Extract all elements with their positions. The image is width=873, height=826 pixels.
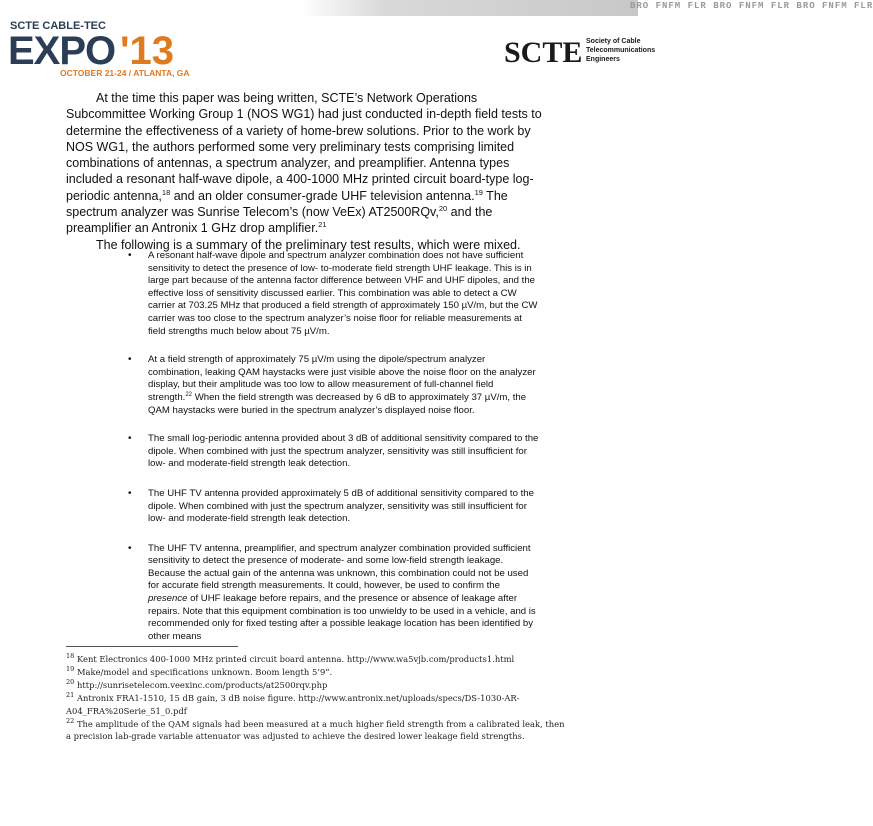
bullet-item <box>120 488 540 526</box>
logo-date-text: OCTOBER 21-24 / ATLANTA, GA <box>60 68 190 78</box>
footnote-number: 18 <box>66 652 75 661</box>
footnote-text: Make/model and specifications unknown. Boom length 5’9”. <box>76 666 333 677</box>
bullet-dot-icon: • <box>128 354 132 366</box>
bullet-dot-icon: • <box>128 433 132 445</box>
logo-org-text: SCTE CABLE-TEC <box>10 20 106 32</box>
bullet-item <box>120 354 540 417</box>
footnote-number: 22 <box>66 716 75 725</box>
logo-expo-text: EXPO <box>8 29 116 73</box>
bullet-dot-icon: • <box>128 250 132 261</box>
footnote-text: The amplitude of the QAM signals had been measured at a much higher field strength from a calibrated leak, then a precision lab-grade variable attenuator was adjusted to achieve the desired lower leakage field strengths. <box>66 718 565 742</box>
bullet-text: The small log-periodic antenna provided about 3 dB of additional sensitivity compared to the dipole. When combined with just the spectrum analyzer, sensitivity was still insufficient for low- and moderate-field strength leak detection. <box>148 433 539 470</box>
body-text <box>66 90 558 253</box>
footnote-ref-18[interactable]: 18 <box>161 187 171 197</box>
bullet-dot-icon: • <box>128 542 132 554</box>
bullet-item <box>120 543 540 644</box>
footnote-text[interactable]: http://sunrisetelecom.veexinc.com/products/at2500rqv.php <box>76 679 328 690</box>
footnote-number: 20 <box>66 678 75 687</box>
footnote-21 <box>66 692 566 718</box>
footnotes <box>66 653 566 743</box>
bullet-text: At a field strength of approximately 75 µV/m using the dipole/spectrum analyzer combination, leaking QAM haystacks were just visible above the noise floor on the analyzer display, but their amplitude was too low to allow measurement of full-channel field strength. <box>148 354 536 403</box>
bullet-text-continued: When the field strength was decreased by 6 dB to approximately 37 µV/m, the QAM haystacks were buried in the spectrum analyzer’s displayed noise floor. <box>148 391 527 416</box>
footnote-text[interactable]: Kent Electronics 400-1000 MHz printed circuit board antenna. http://www.wa5vjb.com/products1.html <box>76 654 515 664</box>
scte-name-line-2: Telecommunications <box>586 47 656 54</box>
results-bullet-list <box>120 250 540 643</box>
footnote-ref-19[interactable]: 19 <box>474 187 483 197</box>
footnote-18 <box>66 653 566 666</box>
scte-logo <box>504 28 656 74</box>
footnote-text[interactable]: Antronix FRA1-1510, 15 dB gain, 3 dB noise figure. http://www.antronix.net/uploads/specs/DS-1030-AR-A04_FRA%20Serie_51_0.pdf <box>66 692 520 716</box>
footnote-number: 19 <box>66 665 75 674</box>
paragraph-intro <box>66 90 558 237</box>
footnote-19 <box>66 666 566 679</box>
paragraph-summary-lead: The following is a summary of the preliminary test results, which were mixed. <box>96 237 521 252</box>
bullet-text: A resonant half-wave dipole and spectrum analyzer combination does not have sufficient sensitivity to detect the presence of low- to-moderate field strength UHF leakage. This is in large part because of the antenna factor difference between VHF and UHF dipoles, and the effective loss of sensitivity discussed earlier. This combination was able to detect a CW carrier at 703.25 MHz that produced a field strength of approximately 150 µV/m, but the CW carrier was too close to the spectrum analyzer’s noise floor for reliable measurements at field strengths much below about 75 µV/m. <box>148 250 538 337</box>
paragraph-intro-part-1: At the time this paper was being written, SCTE’s Network Operations Subcommittee Working Group 1 (NOS WG1) had just conducted in-depth field tests to determine the effectiveness of a variety of home-brew solutions. Prior to the work by NOS WG1, the authors performed some very preliminary tests comprising limited combinations of antennas, a spectrum analyzer, and preamplifier. Antenna types included a resonant half-wave dipole, a 400-1000 MHz printed circuit board-type log-periodic antenna, <box>66 91 542 203</box>
footnote-22 <box>66 718 566 744</box>
bullet-text: The UHF TV antenna, preamplifier, and spectrum analyzer combination provided sufficient sensitivity to detect the presence of moderate- and some low-field strength leakage. Because the actual gain of the antenna was unknown, this combination could not be used for accurate field strength measurements. It could, however, be used to confirm the <box>148 542 531 592</box>
paragraph-intro-part-3: The spectrum analyzer was Sunrise Telecom’s (now VeEx) AT2500RQv, <box>66 188 508 220</box>
cable-tec-expo-logo <box>8 18 238 80</box>
footnote-20 <box>66 679 566 692</box>
footnote-number: 21 <box>66 690 75 699</box>
scte-mark-text: SCTE <box>504 36 583 69</box>
bullet-text-continued: of UHF leakage before repairs, and the presence or absence of leakage after repairs. Note that this equipment combination is too unwieldy to be used in a vehicle, and is recommended only for fixed testing after a possible leakage location has been identified by other means <box>148 593 536 642</box>
footnote-ref-21[interactable]: 21 <box>318 220 327 230</box>
page-header <box>0 0 873 82</box>
footnote-divider <box>66 646 238 647</box>
banner-text: BRO FNFM FLR BRO FNFM FLR BRO FNFM FLR <box>630 1 873 11</box>
header-banner-strip <box>300 0 873 16</box>
scte-name-line-1: Society of Cable <box>586 38 641 45</box>
bullet-dot-icon: • <box>128 487 132 499</box>
logo-year-text: '13 <box>120 29 175 73</box>
paragraph-intro-part-2: and an older consumer-grade UHF television antenna. <box>170 188 475 203</box>
scte-name-line-3: Engineers <box>586 56 620 63</box>
bullet-text: The UHF TV antenna provided approximately 5 dB of additional sensitivity compared to the dipole. When combined with just the spectrum analyzer, sensitivity was still insufficient for low- and moderate-field strength leak detection. <box>148 487 534 525</box>
bullet-item <box>120 433 540 471</box>
bullet-item <box>120 250 540 338</box>
footnote-ref-22[interactable]: 22 <box>185 391 193 398</box>
bullet-emphasis: presence <box>148 593 188 605</box>
footnote-ref-20[interactable]: 20 <box>438 203 448 213</box>
paragraph-intro-part-4: and the preamplifier an Antronix 1 GHz drop amplifier. <box>66 205 493 236</box>
